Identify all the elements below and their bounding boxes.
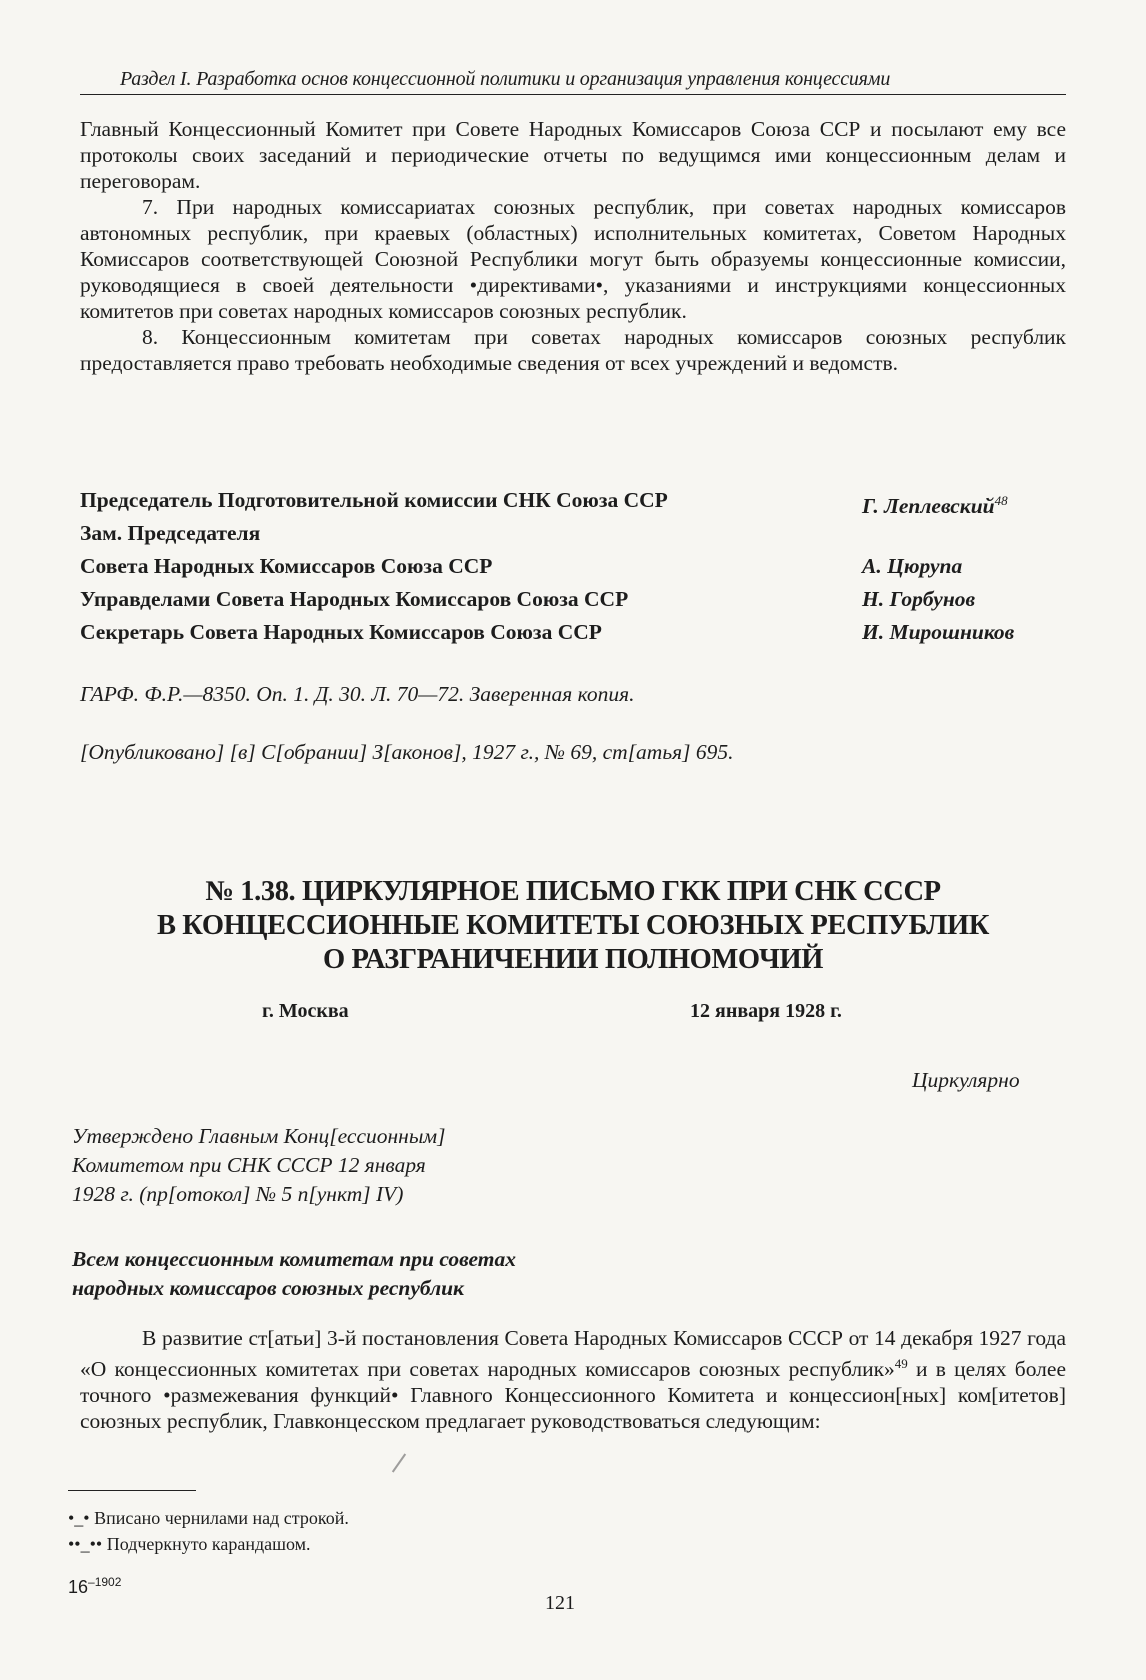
footnote-divider <box>68 1490 196 1491</box>
signature-title: Зам. Председателя <box>80 521 261 545</box>
footnote-ref-48: 48 <box>994 493 1008 508</box>
printer-signature-mark: $16^{-1902}$ <box>68 1575 122 1597</box>
addressee: Всем концессионным комитетам при советах народных комиссаров союзных республик <box>72 1247 516 1300</box>
archive-reference: ГАРФ. Ф.Р.—8350. Оп. 1. Д. 30. Л. 70—72. Заверенная копия. <box>80 682 635 706</box>
footnotes <box>68 1505 349 1557</box>
signature-name: Н. Горбунов <box>862 587 976 611</box>
signature-row <box>80 484 1066 517</box>
pen-mark <box>392 1453 406 1472</box>
signature-row <box>80 583 1066 616</box>
date: 12 января 1928 г. <box>690 1000 842 1022</box>
main-paragraph: В развитие ст[атьи] 3-й постановления Совета Народных Комиссаров СССР от 14 декабря 1927 года «О концессионных комитетах при советах народных комиссаров союзных республик»$^{49}$ и в целях более точного •размежевания функций• Главного Концессионного Комитета и концессион[ных] ком[итетов] союзных республик, Главконцесском предлагает руководствоваться следующим: <box>80 1326 1066 1434</box>
signature-row <box>80 517 1066 550</box>
signature-row <box>80 616 1066 649</box>
title-line: № 1.38. ЦИРКУЛЯРНОЕ ПИСЬМО ГКК ПРИ СНК СССР <box>205 876 941 907</box>
signature-name: И. Мирошников <box>862 620 1015 644</box>
paragraph-7: 7. При народных комиссариатах союзных республик, при советах народных комиссаров автономных республик, при краевых (областных) исполнительных комитетах, Советом Народных Комиссаров соответствующей Союзной Республики могут быть образуемы концессионные комиссии, руководящиеся в своей деятельности •директивами•, указаниями и инструкциями концессионных комитетов при советах народных комиссаров союзных республик. <box>80 195 1066 323</box>
paragraph-8: 8. Концессионным комитетам при советах народных комиссаров союзных республик предоставляется право требовать необходимые сведения от всех учреждений и ведомств. <box>80 325 1066 375</box>
signature-title: Председатель Подготовительной комиссии СНК Союза ССР <box>80 488 668 512</box>
circular-mark: Циркулярно <box>912 1068 1020 1092</box>
title-line: В КОНЦЕССИОННЫЕ КОМИТЕТЫ СОЮЗНЫХ РЕСПУБЛИК <box>156 910 990 941</box>
footnote: ••_•• Подчеркнуто карандашом. <box>68 1534 311 1554</box>
signature-row <box>80 550 1066 583</box>
footnote-ref-49: 49 <box>894 1356 908 1371</box>
approval-note: Утверждено Главным Конц[ессионным] Комитетом при СНК СССР 12 января 1928 г. (пр[отокол] № 5 п[ункт] IV) <box>72 1124 446 1206</box>
signature-name: Г. Леплевский$^{48}$ <box>862 493 1008 519</box>
intro-paragraph <box>80 116 1066 376</box>
place: г. Москва <box>262 1000 349 1022</box>
publication-reference: [Опубликовано] [в] С[обрании] З[аконов], 1927 г., № 69, ст[атья] 695. <box>80 740 734 764</box>
signature-name: А. Цюрупа <box>862 554 963 578</box>
signature-title: Управделами Совета Народных Комиссаров Союза ССР <box>80 587 629 611</box>
title-line: О РАЗГРАНИЧЕНИИ ПОЛНОМОЧИЙ <box>322 944 824 975</box>
document-title <box>80 875 1066 977</box>
signature-block <box>80 484 1066 649</box>
running-head: Раздел I. Разработка основ концессионной политики и организация управления концессиями <box>80 66 1066 95</box>
signature-title: Секретарь Совета Народных Комиссаров Союза ССР <box>80 620 602 644</box>
page-number: 121 <box>545 1592 575 1614</box>
intro-text: Главный Концессионный Комитет при Совете Народных Комиссаров Союза ССР и посылают ему все протоколы своих заседаний и периодические отчеты по ведущимся ими концессионным делам и переговорам. <box>80 117 1066 193</box>
footnote: •_• Вписано чернилами над строкой. <box>68 1508 349 1528</box>
signature-title: Совета Народных Комиссаров Союза ССР <box>80 554 493 578</box>
